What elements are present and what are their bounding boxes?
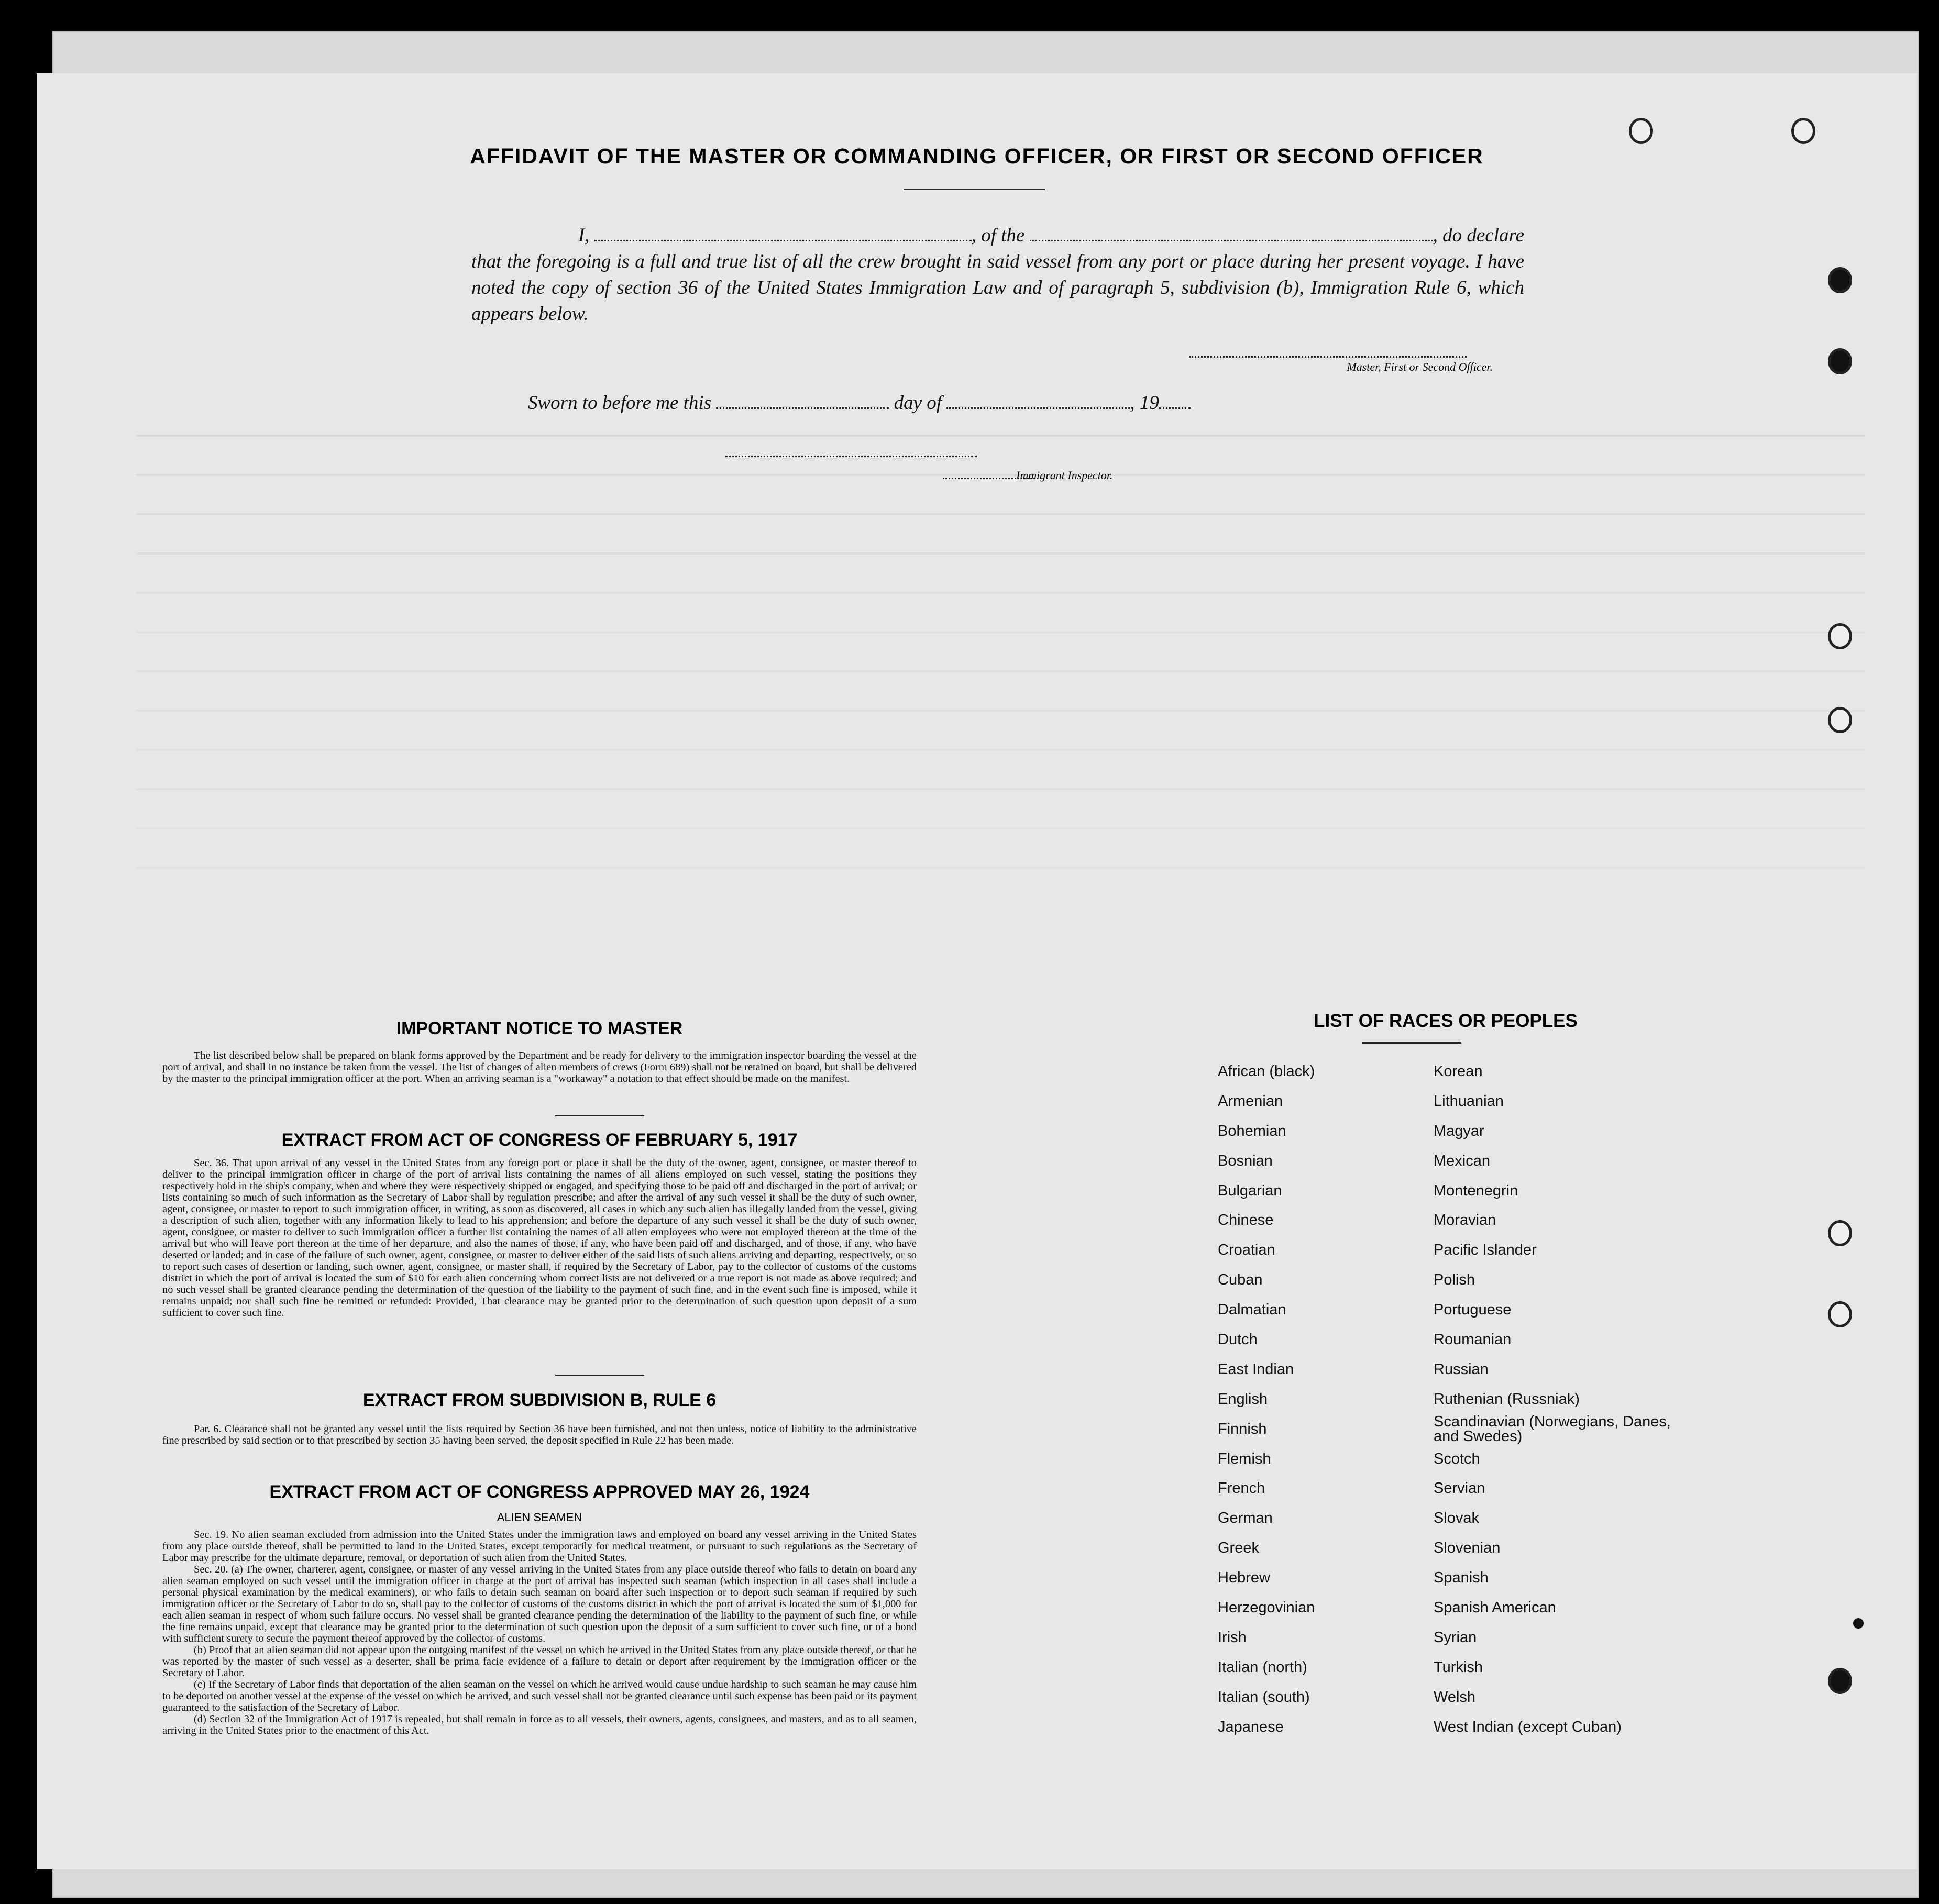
- race-item: Flemish: [1218, 1450, 1271, 1467]
- affidavit-title: AFFIDAVIT OF THE MASTER OR COMMANDING OFFICER, OR FIRST OR SECOND OFFICER: [470, 144, 1484, 168]
- sec20c-paragraph: (c) If the Secretary of Labor finds that deportation of the alien seaman on the vessel on which he arrived would cause undue hardship to such seaman he may cause him to be deported on another vessel at the expense of the vessel on which he arrived, and such vessel shall not be granted clearance until such expense has been paid or its payment guaranteed to the satisfaction of the Secretary of Labor.: [162, 1679, 917, 1713]
- name-blank[interactable]: [594, 240, 972, 241]
- sec20d-paragraph: (d) Section 32 of the Immigration Act of 1917 is repealed, but shall remain in force as to all vessels, their owners, agents, consignees, and masters, and as to all seamen, arriving in the United States prior to the enactment of this Act.: [162, 1713, 917, 1736]
- race-item: Lithuanian: [1434, 1092, 1504, 1110]
- race-item: African (black): [1218, 1063, 1315, 1080]
- punch-hole: [1853, 1618, 1864, 1629]
- race-item: East Indian: [1218, 1360, 1294, 1378]
- affidavit-statement: that the foregoing is a full and true list of all the crew brought in said vessel from any port or place during her present voyage. I have noted the copy of section 36 of the United States Immigration Law and of paragraph 5, subdivision (b), Immigration Rule 6, which appears below.: [471, 251, 1524, 325]
- race-item: Italian (south): [1218, 1688, 1310, 1706]
- race-item: Bosnian: [1218, 1152, 1273, 1169]
- race-item: Chinese: [1218, 1212, 1274, 1229]
- race-item: Spanish: [1434, 1569, 1489, 1587]
- race-item: Japanese: [1218, 1718, 1284, 1735]
- sworn-label: Sworn to before me this: [528, 392, 712, 414]
- document-page: [37, 73, 1917, 1869]
- extract-1924-subtitle: ALIEN SEAMEN: [497, 1511, 582, 1524]
- race-item: Polish: [1434, 1271, 1475, 1289]
- inspector-blank[interactable]: [725, 456, 977, 457]
- punch-hole: [1828, 1668, 1852, 1694]
- signature-caption: Master, First or Second Officer.: [1347, 360, 1493, 373]
- sworn-year-blank[interactable]: [1159, 407, 1191, 409]
- races-left-column: [1218, 1057, 1417, 1742]
- sec20a-paragraph: Sec. 20. (a) The owner, charterer, agent, consignee, or master of any vessel arriving in the United States from any place outside thereof who fails to detain on board any alien seaman employed on such vessel until the immigration officer in charge at the port of arrival has inspected such seaman (which inspection in all cases shall include a personal physical examination by the medical examiners), or who fails to detain such seaman on board after such inspection or to deport such seaman if required by such immigration officer or the Secretary of Labor to do so, shall pay to the collector of customs of the customs district in which the port of arrival is located the sum of $1,000 for each alien seaman in respect of whom such failure occurs. No vessel shall be granted clearance pending the determination of the liability to the payment of such fine, or while the fine remains unpaid, except that clearance may be granted prior to the determination of such question upon the deposit of a sum sufficient to cover such fine, or of a bond with sufficient surety to secure the payment thereof approved by the collector of customs.: [162, 1564, 917, 1644]
- race-item: Irish: [1218, 1629, 1247, 1646]
- punch-hole: [1791, 118, 1815, 144]
- punch-hole: [1629, 118, 1653, 144]
- divider: [555, 1115, 644, 1116]
- sworn-day-blank[interactable]: [716, 407, 889, 409]
- sworn-line: [528, 392, 1191, 414]
- extract-1917-text: Sec. 36. That upon arrival of any vessel in the United States from any foreign port or place it shall be the duty of the owner, agent, consignee, or master thereof to deliver to the principal immigration officer in charge of the port of arrival lists containing the names of all aliens employed on such vessel, stating the positions they respectively hold in the ship's company, when and where they were respectively shipped or engaged, and specifying those to be paid off and discharged in the port of arrival; or lists containing so much of such information as the Secretary of Labor shall by regulation prescribe; and after the arrival of any such vessel it shall be the duty of such owner, agent, consignee, or master to report to such immigration officer, in writing, as soon as discovered, all cases in which any such alien has illegally landed from the vessel, giving a description of such alien, together with any information likely to lead to his apprehension; and before the departure of any such vessel it shall be the duty of such owner, agent, consignee, or master to deliver to such immigration officer a further list containing the names of all alien employees who were not employed thereon at the time of the arrival but who will leave port thereon at the time of her departure, and also the names of those, if any, who have been paid off and discharged, and of those, if any, who have deserted or landed; and in case of the failure of such owner, agent, consignee, or master to deliver either of the said lists of such aliens arriving and departing, respectively, or so to report such cases of desertion or landing, such owner, agent, consignee, or master shall, if required by the Secretary of Labor, pay to the collector of customs of the customs district in which the port of arrival is located the sum of $10 for each alien concerning whom correct lists are not delivered or a true report is not made as above required; and no such vessel shall be granted clearance pending the determination of the question of the liability to the payment of such fine, and in the event such fine is imposed, while it remains unpaid; nor shall such fine be remitted or refunded: Provided, That clearance may be granted prior to the determination of such question upon deposit of a sum sufficient to cover such fine.: [162, 1157, 917, 1319]
- race-item: Roumanian: [1434, 1331, 1512, 1348]
- race-item: Scandinavian (Norwegians, Danes, and Swedes): [1434, 1413, 1671, 1445]
- race-item: Welsh: [1434, 1688, 1476, 1706]
- notice-text: The list described below shall be prepared on blank forms approved by the Department and be ready for delivery to the immigration inspector boarding the vessel at the port of arrival, and shall in no instance be taken from the vessel. The list of changes of alien members of crews (Form 689) shall not be retained on board, but shall be delivered by the master to the principal immigration officer at the port. When an arriving seaman is a "workaway" a notation to that effect should be made on the manifest.: [162, 1050, 917, 1084]
- race-item: Italian (north): [1218, 1658, 1307, 1676]
- sworn-year-label: , 19: [1130, 392, 1159, 414]
- race-item: Bohemian: [1218, 1122, 1286, 1139]
- race-item: Syrian: [1434, 1629, 1477, 1646]
- sec20b-paragraph: (b) Proof that an alien seaman did not appear upon the outgoing manifest of the vessel on which he arrived in the United States from any place outside thereof, or that he was reported by the master of such vessel as a deserter, shall be prima facie evidence of a failure to detain or deport after requirement by the immigration officer or the Secretary of Labor.: [162, 1644, 917, 1679]
- race-item: Portuguese: [1434, 1301, 1512, 1319]
- notice-title: IMPORTANT NOTICE TO MASTER: [396, 1019, 683, 1038]
- affidavit-declare-label: , do declare: [1433, 225, 1524, 246]
- punch-hole: [1828, 348, 1852, 374]
- race-item: Finnish: [1218, 1420, 1267, 1437]
- punch-hole: [1828, 623, 1852, 649]
- race-item: Pacific Islander: [1434, 1242, 1537, 1259]
- races-right-column: [1434, 1057, 1674, 1742]
- divider: [904, 189, 1045, 190]
- affidavit-body: [471, 223, 1524, 327]
- race-item: Russian: [1434, 1360, 1489, 1378]
- extract-1924-title: EXTRACT FROM ACT OF CONGRESS APPROVED MAY 26, 1924: [269, 1482, 810, 1502]
- race-item: French: [1218, 1480, 1265, 1497]
- extract-1924-text: [162, 1529, 917, 1736]
- race-item: German: [1218, 1510, 1273, 1527]
- race-item: Scotch: [1434, 1450, 1480, 1467]
- punch-hole: [1828, 707, 1852, 733]
- punch-hole: [1828, 1220, 1852, 1246]
- signature-blank[interactable]: [1189, 356, 1467, 358]
- race-item: Turkish: [1434, 1658, 1483, 1676]
- extract-1917-title: EXTRACT FROM ACT OF CONGRESS OF FEBRUARY 5, 1917: [281, 1130, 798, 1150]
- race-item: Herzegovinian: [1218, 1599, 1315, 1617]
- race-item: Armenian: [1218, 1092, 1283, 1110]
- divider: [1362, 1042, 1461, 1044]
- rule6-title: EXTRACT FROM SUBDIVISION B, RULE 6: [362, 1390, 717, 1410]
- race-item: Dalmatian: [1218, 1301, 1286, 1319]
- race-item: Korean: [1434, 1063, 1483, 1080]
- punch-hole: [1828, 267, 1852, 293]
- vessel-blank[interactable]: [1030, 240, 1433, 241]
- affidavit-of-label: , of the: [971, 225, 1025, 246]
- race-item: Croatian: [1218, 1242, 1275, 1259]
- inspector-caption: Immigrant Inspector.: [1016, 469, 1113, 482]
- race-item: Bulgarian: [1218, 1182, 1282, 1199]
- race-item: Slovenian: [1434, 1540, 1501, 1557]
- divider: [555, 1375, 644, 1376]
- race-item: Greek: [1218, 1540, 1259, 1557]
- race-item: Cuban: [1218, 1271, 1263, 1289]
- race-item: Slovak: [1434, 1510, 1480, 1527]
- race-item: Mexican: [1434, 1152, 1490, 1169]
- sec19-paragraph: Sec. 19. No alien seaman excluded from admission into the United States under the immigration laws and employed on board any vessel arriving in the United States from any place outside thereof, shall be permitted to land in the United States, except temporarily for medical treatment, or pursuant to such regulations as the Secretary of Labor may prescribe for the ultimate departure, removal, or deportation of such alien from the United States.: [162, 1529, 917, 1564]
- race-item: Magyar: [1434, 1122, 1484, 1139]
- race-item: Ruthenian (Russniak): [1434, 1390, 1580, 1408]
- sworn-dayof-label: day of: [894, 392, 942, 414]
- race-item: Servian: [1434, 1480, 1485, 1497]
- sworn-month-blank[interactable]: [946, 407, 1130, 409]
- race-item: Montenegrin: [1434, 1182, 1518, 1199]
- races-title: LIST OF RACES OR PEOPLES: [1314, 1011, 1578, 1031]
- race-item: Dutch: [1218, 1331, 1258, 1348]
- affidavit-i-label: I,: [578, 225, 590, 246]
- punch-hole: [1828, 1301, 1852, 1327]
- race-item: Hebrew: [1218, 1569, 1270, 1587]
- race-item: Spanish American: [1434, 1599, 1556, 1617]
- race-item: Moravian: [1434, 1212, 1496, 1229]
- race-item: English: [1218, 1390, 1268, 1408]
- race-item: West Indian (except Cuban): [1434, 1718, 1622, 1735]
- rule6-text: Par. 6. Clearance shall not be granted any vessel until the lists required by Section 36 have been furnished, and not then unless, notice of liability to the administrative fine prescribed by said section or to that prescribed by section 35 having been served, the deposit specified in Rule 22 has been made.: [162, 1423, 917, 1446]
